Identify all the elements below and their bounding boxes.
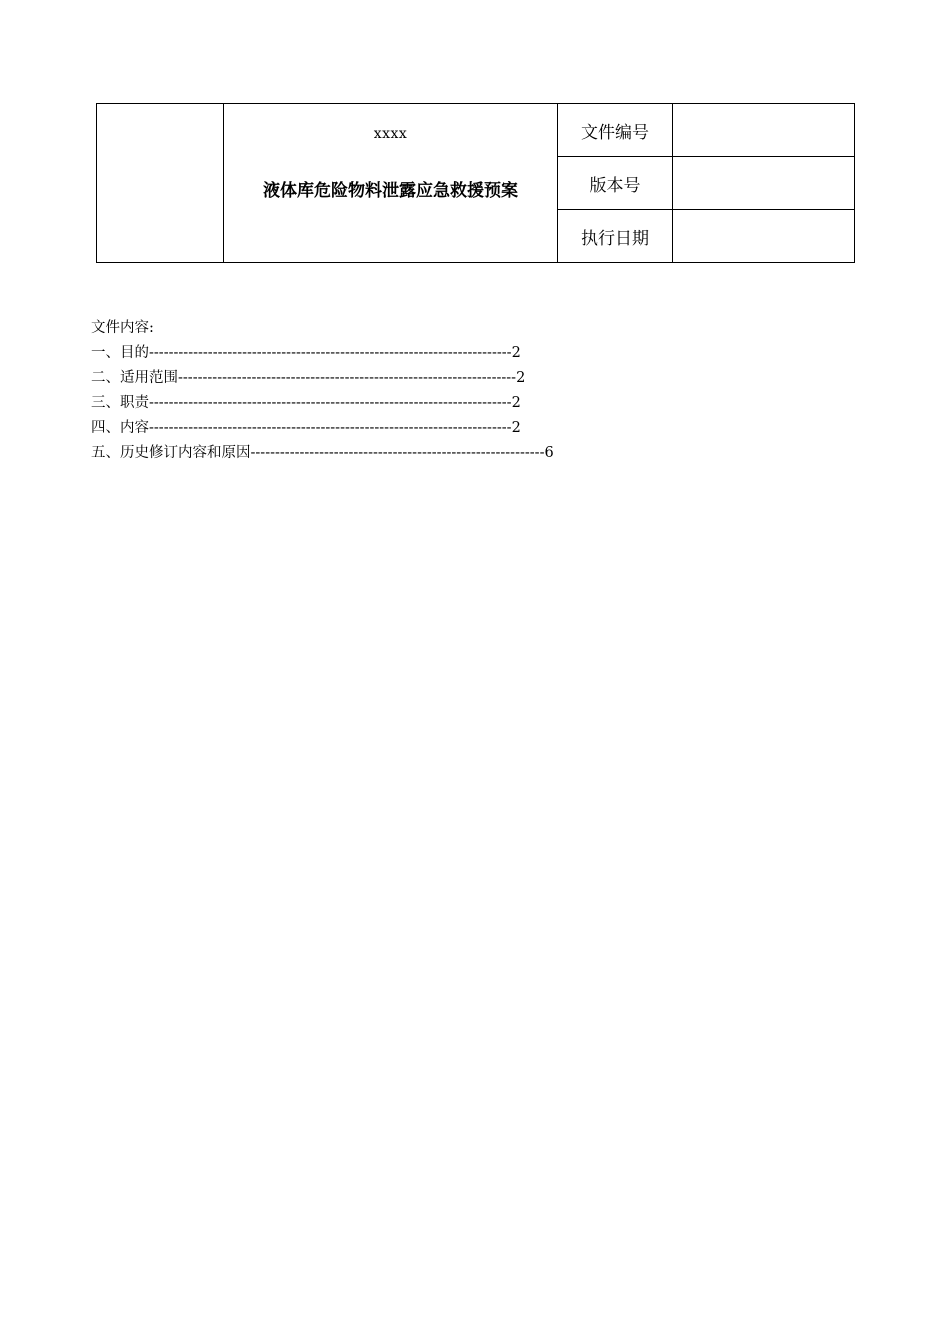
effective-date-value: [673, 210, 855, 263]
doc-number-label: 文件编号: [558, 104, 673, 157]
logo-cell: [97, 104, 224, 263]
toc-item[interactable]: [91, 366, 554, 391]
toc-item[interactable]: [91, 416, 554, 441]
toc-item-page: 2: [511, 345, 521, 361]
toc-item-leader: ---------------------------------------------------------------------: [178, 370, 517, 386]
toc-item-page: 2: [511, 395, 521, 411]
version-label: 版本号: [558, 157, 673, 210]
toc-item-title: 四、内容: [91, 420, 149, 436]
toc-item[interactable]: [91, 391, 554, 416]
toc-item-title: 一、目的: [91, 345, 149, 361]
toc-item-page: 6: [544, 445, 554, 461]
toc-item-title: 三、职责: [91, 395, 149, 411]
doc-number-value: [673, 104, 855, 157]
document-header-table: [96, 103, 855, 263]
toc-heading: 文件内容:: [91, 320, 154, 336]
toc-item-page: 2: [511, 420, 521, 436]
toc-item-leader: --------------------------------------------------------------------------: [149, 420, 512, 436]
toc-item-leader: --------------------------------------------------------------------------: [149, 395, 512, 411]
toc-item[interactable]: [91, 341, 554, 366]
table-of-contents: [91, 316, 554, 466]
toc-item-leader: ------------------------------------------------------------: [250, 445, 545, 461]
toc-item-page: 2: [516, 370, 526, 386]
effective-date-label: 执行日期: [558, 210, 673, 263]
version-value: [673, 157, 855, 210]
toc-item-title: 二、适用范围: [91, 370, 178, 386]
toc-item[interactable]: [91, 441, 554, 466]
document-title: 液体库危险物料泄露应急救援预案: [263, 181, 518, 201]
title-cell: [224, 104, 558, 263]
toc-item-title: 五、历史修订内容和原因: [91, 445, 251, 461]
toc-item-leader: --------------------------------------------------------------------------: [149, 345, 512, 361]
company-name: xxxx: [373, 126, 408, 142]
